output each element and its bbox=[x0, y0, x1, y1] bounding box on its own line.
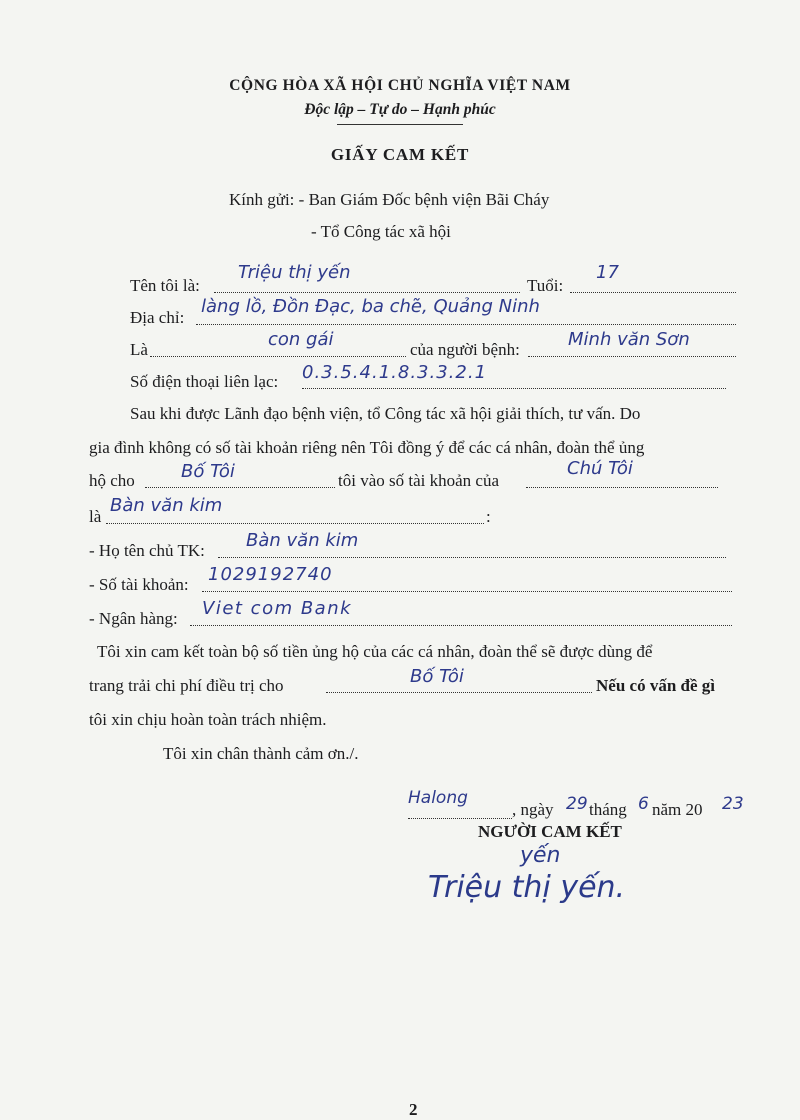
age-dots bbox=[570, 272, 736, 293]
year-value: 23 bbox=[722, 794, 744, 814]
name-label: Tên tôi là: bbox=[130, 276, 200, 295]
page-number: 2 bbox=[409, 1100, 418, 1119]
age-value: 17 bbox=[596, 262, 619, 283]
relation-value: con gái bbox=[268, 329, 334, 350]
para1-line-1: Sau khi được Lãnh đạo bệnh viện, tổ Công tác xã hội giải thích, tư vấn. Do bbox=[130, 404, 641, 423]
bank-value: Viet com Bank bbox=[202, 598, 353, 619]
support-value: Bố Tôi bbox=[181, 461, 235, 482]
account-owner-value: Chú Tôi bbox=[567, 458, 633, 479]
recipient-line-2: - Tổ Công tác xã hội bbox=[311, 222, 451, 241]
phone-value: 0.3.5.4.1.8.3.3.2.1 bbox=[302, 362, 488, 383]
signature-name: Triệu thị yến. bbox=[428, 870, 626, 905]
national-title: CỘNG HÒA XÃ HỘI CHỦ NGHĨA VIỆT NAM bbox=[229, 77, 571, 94]
para2-prefix: trang trải chi phí điều trị cho bbox=[89, 676, 284, 695]
thanks-line: Tôi xin chân thành cảm ơn./. bbox=[163, 744, 359, 763]
is-label: là bbox=[89, 507, 102, 526]
month-value: 6 bbox=[638, 794, 649, 814]
motto-underline bbox=[337, 124, 463, 125]
para2-suffix: Nếu có vấn đề gì bbox=[596, 676, 715, 695]
phone-label: Số điện thoại liên lạc: bbox=[130, 372, 279, 391]
account-number-label: - Số tài khoản: bbox=[89, 575, 189, 594]
age-label: Tuổi: bbox=[527, 276, 564, 295]
address-label: Địa chỉ: bbox=[130, 308, 185, 327]
month-label: tháng bbox=[589, 800, 627, 819]
signer-title: NGƯỜI CAM KẾT bbox=[478, 822, 622, 841]
support-dots bbox=[145, 467, 335, 488]
para1-line-2: gia đình không có số tài khoản riêng nên Tôi đồng ý để các cá nhân, đoàn thể ủng bbox=[89, 438, 645, 457]
year-label: năm 20 bbox=[652, 800, 703, 819]
holder-value: Bàn văn kim bbox=[246, 530, 359, 551]
patient-value: Minh văn Sơn bbox=[568, 329, 690, 350]
day-value: 29 bbox=[566, 794, 588, 814]
is-value: Bàn văn kim bbox=[110, 495, 223, 516]
bank-label: - Ngân hàng: bbox=[89, 609, 178, 628]
day-label: , ngày bbox=[512, 800, 554, 819]
is-colon: : bbox=[486, 507, 491, 526]
support-label: hộ cho bbox=[89, 471, 135, 490]
para2-line-1: Tôi xin cam kết toàn bộ số tiền ủng hộ của các cá nhân, đoàn thể sẽ được dùng để bbox=[97, 642, 653, 661]
account-number-value: 1029192740 bbox=[208, 564, 333, 585]
name-value: Triệu thị yến bbox=[238, 262, 351, 283]
relation-label: Là bbox=[130, 340, 148, 359]
address-value: làng lồ, Đồn Đạc, ba chẽ, Quảng Ninh bbox=[201, 296, 540, 317]
holder-label: - Họ tên chủ TK: bbox=[89, 541, 205, 560]
place-value: Halong bbox=[408, 788, 468, 808]
para2-line-3: tôi xin chịu hoàn toàn trách nhiệm. bbox=[89, 710, 327, 729]
signature-mark: yến bbox=[520, 843, 561, 868]
document-title: GIẤY CAM KẾT bbox=[330, 145, 470, 164]
national-motto: Độc lập – Tự do – Hạnh phúc bbox=[304, 101, 496, 118]
account-of-label: tôi vào số tài khoản của bbox=[338, 471, 499, 490]
recipient-line-1: Kính gửi: - Ban Giám Đốc bệnh viện Bãi Cháy bbox=[229, 190, 550, 209]
para2-value: Bố Tôi bbox=[410, 666, 464, 687]
patient-label: của người bệnh: bbox=[410, 340, 520, 359]
